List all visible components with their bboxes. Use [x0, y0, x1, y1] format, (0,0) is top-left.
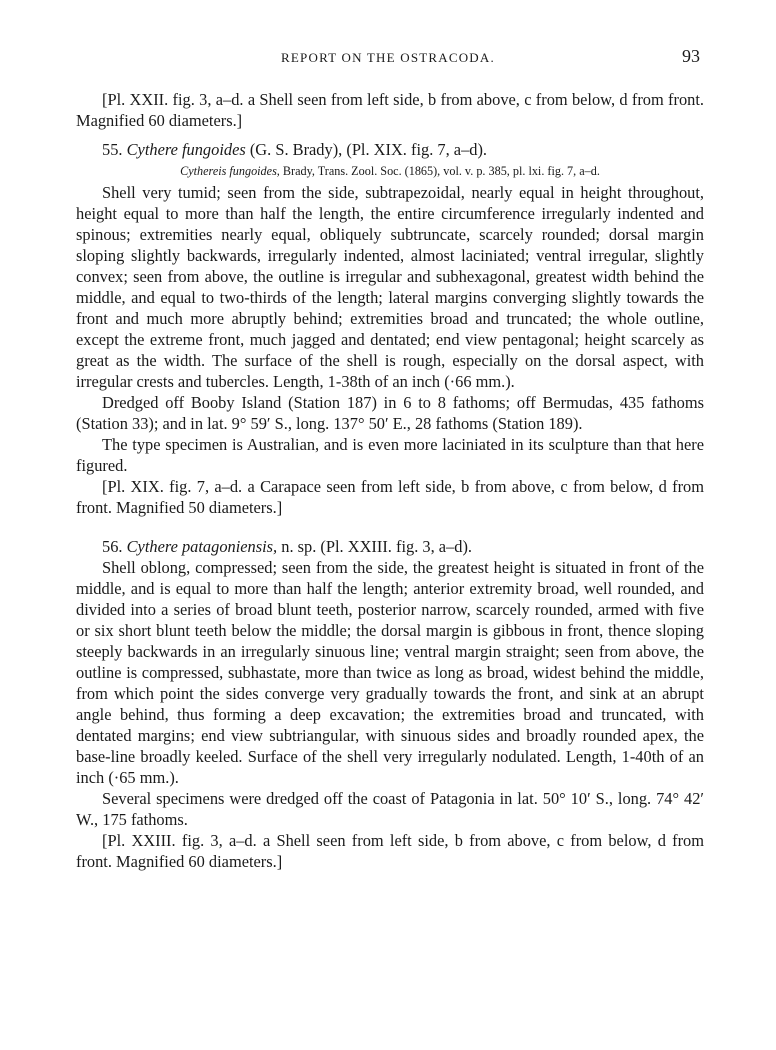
species-55-number: 55.	[102, 140, 123, 159]
species-56-heading	[76, 536, 704, 557]
species-56-name: Cythere patagoniensis,	[126, 537, 278, 556]
section-gap	[76, 518, 704, 536]
page-number: 93	[682, 46, 700, 66]
body-text	[76, 89, 704, 872]
species-55-description: Shell very tumid; seen from the side, subtrapezoidal, nearly equal in height throughout, height equal to more than half the length, the entire circumference irregularly indented and spinous; extremities nearly equal, obliquely subtruncate, scarcely rounded; dorsal margin sloping slightly backwards, irregularly indented, almost laciniated; ventral irregular, slightly convex; seen from above, the outline is irregular and subhexagonal, greatest width behind the middle, and equal to two-thirds of the length; lateral margins converging slightly towards the front and much more abruptly behind; extremities broad and truncated; the whole outline, except the extreme front, much jagged and dentated; end view pentagonal; height scarcely as great as the width. The surface of the shell is rough, especially on the dorsal aspect, with irregular crests and tubercles. Length, 1-38th of an inch (·66 mm.).	[76, 183, 704, 391]
running-title: REPORT ON THE OSTRACODA.	[281, 50, 495, 65]
species-55-authority: (G. S. Brady), (Pl. XIX. fig. 7, a–d).	[249, 140, 488, 159]
species-55-locality: Dredged off Booby Island (Station 187) in 6 to 8 fathoms; off Bermudas, 435 fathoms (Station 33); and in lat. 9° 59′ S., long. 137° 50′ E., 28 fathoms (Station 189).	[76, 393, 704, 433]
species-55-citation	[76, 162, 704, 180]
species-55-remark: The type specimen is Australian, and is even more laciniated in its sculpture than that here figured.	[76, 435, 704, 475]
species-55-plate-caption: [Pl. XIX. fig. 7, a–d. a Carapace seen from left side, b from above, c from below, d from front. Magnified 50 diameters.]	[76, 477, 704, 517]
species-56-plate-caption: [Pl. XXIII. fig. 3, a–d. a Shell seen from left side, b from above, c from below, d from front. Magnified 60 diameters.]	[76, 831, 704, 871]
species-55-heading	[76, 139, 704, 160]
species-55-citation-rest: Brady, Trans. Zool. Soc. (1865), vol. v. p. 385, pl. lxi. fig. 7, a–d.	[282, 164, 600, 178]
species-55-name: Cythere fungoides	[126, 140, 246, 159]
species-56-authority: n. sp. (Pl. XXIII. fig. 3, a–d).	[281, 537, 473, 556]
species-55-citation-name: Cythereis fungoides,	[180, 164, 280, 178]
plate-22-caption: [Pl. XXII. fig. 3, a–d. a Shell seen from left side, b from above, c from below, d from front. Magnified 60 diameters.]	[76, 90, 704, 130]
species-56-number: 56.	[102, 537, 123, 556]
species-56-description: Shell oblong, compressed; seen from the side, the greatest height is situated in front of the middle, and is equal to more than half the length; anterior extremity broad, well rounded, and divided into a series of broad blunt teeth, posterior narrow, scarcely rounded, armed with five or six short blunt teeth below the middle; the dorsal margin is gibbous in front, thence sloping steeply backwards in an irregularly sinuous line; ventral margin straight; seen from above, the outline is compressed, subhastate, more than twice as long as broad, widest behind the middle, from which point the sides converge very gradually towards the front, and sink at an abrupt angle behind, thus forming a deep excavation; the extremities broad and truncated, with dentated margins; end view subtriangular, with sinuous sides and broadly rounded apex, the base-line broadly keeled. Surface of the shell very irregularly nodulated. Length, 1-40th of an inch (·65 mm.).	[76, 558, 704, 787]
page-header	[0, 46, 776, 70]
species-56-locality: Several specimens were dredged off the coast of Patagonia in lat. 50° 10′ S., long. 74° 42′ W., 175 fathoms.	[76, 789, 704, 829]
